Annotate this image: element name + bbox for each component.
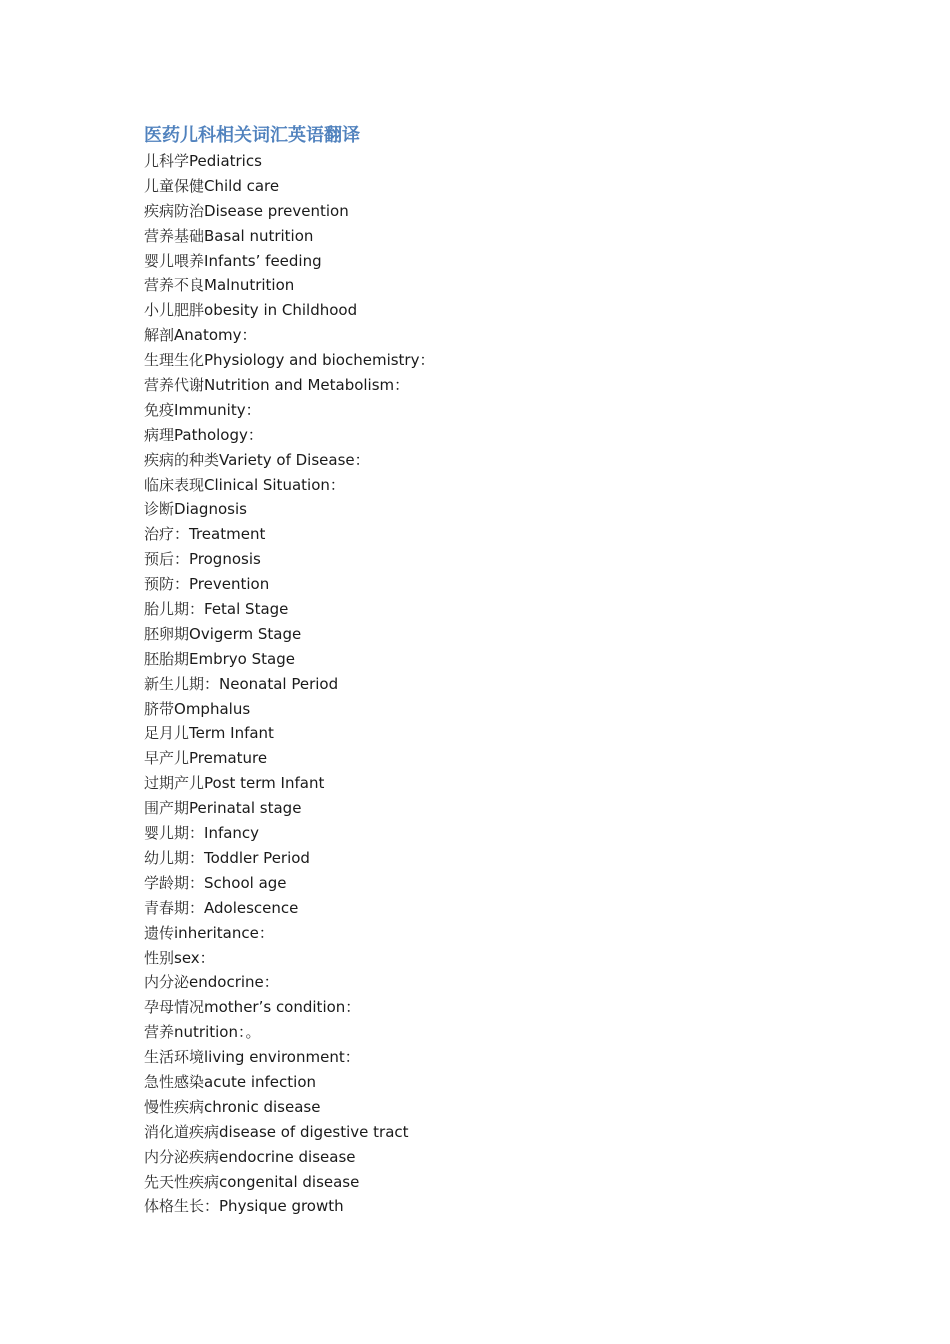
glossary-entry xyxy=(144,497,434,522)
glossary-entry xyxy=(144,448,434,473)
glossary-entry xyxy=(144,1095,434,1120)
english-term: Child care xyxy=(204,176,280,195)
english-term: Toddler Period xyxy=(204,848,310,867)
chinese-term: 疾病的种类 xyxy=(144,450,220,469)
english-term: Premature xyxy=(189,749,268,768)
chinese-term: 胚卵期 xyxy=(144,624,190,643)
glossary-entry xyxy=(144,970,434,995)
chinese-term: 治疗： xyxy=(144,525,190,544)
chinese-term: 解剖 xyxy=(144,326,175,345)
glossary-entry xyxy=(144,1120,434,1145)
chinese-term: 脐带 xyxy=(144,699,175,718)
english-term: Pathology： xyxy=(174,425,263,444)
english-term: nutrition：。 xyxy=(174,1023,261,1042)
chinese-term: 消化道疾病 xyxy=(144,1122,220,1141)
english-term: Treatment xyxy=(189,525,266,544)
chinese-term: 生理生化 xyxy=(144,351,205,370)
chinese-term: 小儿肥胖 xyxy=(144,301,205,320)
english-term: acute infection xyxy=(204,1072,317,1091)
glossary-entry xyxy=(144,224,434,249)
chinese-term: 围产期 xyxy=(144,799,190,818)
glossary-entry xyxy=(144,871,434,896)
glossary-entry xyxy=(144,522,434,547)
english-term: Variety of Disease： xyxy=(219,450,370,469)
glossary-entry xyxy=(144,1170,434,1195)
chinese-term: 新生儿期： xyxy=(144,674,220,693)
chinese-term: 诊断 xyxy=(144,500,175,519)
glossary-entry xyxy=(144,174,434,199)
english-term: Immunity： xyxy=(174,400,261,419)
english-term: School age xyxy=(204,873,287,892)
glossary-entry xyxy=(144,572,434,597)
english-term: mother’s condition： xyxy=(204,998,361,1017)
chinese-term: 早产儿 xyxy=(144,749,190,768)
english-term: Post term Infant xyxy=(204,774,325,793)
english-term: Prognosis xyxy=(189,550,261,569)
chinese-term: 生活环境 xyxy=(144,1048,205,1067)
chinese-term: 幼儿期： xyxy=(144,848,205,867)
chinese-term: 营养代谢 xyxy=(144,376,205,395)
chinese-term: 青春期： xyxy=(144,898,205,917)
glossary-entry xyxy=(144,697,434,722)
chinese-term: 慢性疾病 xyxy=(144,1097,205,1116)
glossary-entry xyxy=(144,846,434,871)
glossary-entry xyxy=(144,746,434,771)
english-term: congenital disease xyxy=(219,1172,360,1191)
english-term: Anatomy： xyxy=(174,326,257,345)
english-term: Pediatrics xyxy=(189,152,262,170)
glossary-entry xyxy=(144,373,434,398)
glossary-entry xyxy=(144,1020,434,1045)
english-term: chronic disease xyxy=(204,1097,321,1116)
english-term: Infancy xyxy=(204,824,260,843)
english-term: Diagnosis xyxy=(174,500,247,519)
english-term: Adolescence xyxy=(204,898,299,917)
glossary-entry xyxy=(144,1194,434,1219)
chinese-term: 胎儿期： xyxy=(144,600,205,619)
glossary-entry xyxy=(144,796,434,821)
chinese-term: 预防： xyxy=(144,575,190,594)
chinese-term: 婴儿期： xyxy=(144,824,205,843)
glossary-entry xyxy=(144,896,434,921)
english-term: Physiology and biochemistry： xyxy=(204,351,435,370)
english-term: Clinical Situation： xyxy=(204,475,345,494)
chinese-term: 急性感染 xyxy=(144,1072,205,1091)
chinese-term: 营养 xyxy=(144,1023,175,1042)
glossary-entry xyxy=(144,946,434,971)
english-term: Prevention xyxy=(189,575,270,594)
glossary-entry xyxy=(144,995,434,1020)
english-term: obesity in Childhood xyxy=(204,301,358,320)
chinese-term: 免疫 xyxy=(144,400,175,419)
english-term: Embryo Stage xyxy=(189,649,295,668)
glossary-entry xyxy=(144,298,434,323)
glossary-entry xyxy=(144,721,434,746)
glossary-entry xyxy=(144,473,434,498)
glossary-entry xyxy=(144,149,434,174)
glossary-entry xyxy=(144,622,434,647)
chinese-term: 孕母情况 xyxy=(144,998,205,1017)
english-term: Malnutrition xyxy=(204,276,295,295)
english-term: Nutrition and Metabolism： xyxy=(204,376,410,395)
glossary-entry xyxy=(144,597,434,622)
english-term: Basal nutrition xyxy=(204,226,314,245)
chinese-term: 疾病防治 xyxy=(144,201,205,220)
glossary-entry xyxy=(144,398,434,423)
english-term: sex： xyxy=(174,948,215,967)
chinese-term: 性别 xyxy=(144,948,175,967)
chinese-term: 遗传 xyxy=(144,923,175,942)
chinese-term: 婴儿喂养 xyxy=(144,251,205,270)
chinese-term: 内分泌疾病 xyxy=(144,1147,220,1166)
english-term: Fetal Stage xyxy=(204,600,289,619)
glossary-entry xyxy=(144,672,434,697)
english-term: Disease prevention xyxy=(204,201,349,220)
chinese-term: 儿童保健 xyxy=(144,176,205,195)
english-term: Omphalus xyxy=(174,699,251,718)
glossary-list xyxy=(144,149,434,1219)
glossary-entry xyxy=(144,647,434,672)
glossary-entry xyxy=(144,348,434,373)
chinese-term: 内分泌 xyxy=(144,973,190,992)
chinese-term: 营养不良 xyxy=(144,276,205,295)
glossary-entry xyxy=(144,771,434,796)
glossary-entry xyxy=(144,249,434,274)
glossary-entry xyxy=(144,921,434,946)
glossary-entry xyxy=(144,423,434,448)
chinese-term: 胚胎期 xyxy=(144,649,190,668)
chinese-term: 学龄期： xyxy=(144,873,205,892)
glossary-entry xyxy=(144,821,434,846)
glossary-entry xyxy=(144,1045,434,1070)
chinese-term: 临床表现 xyxy=(144,475,205,494)
glossary-entry xyxy=(144,1145,434,1170)
chinese-term: 体格生长： xyxy=(144,1197,220,1216)
chinese-term: 先天性疾病 xyxy=(144,1172,220,1191)
document-title: 医药儿科相关词汇英语翻译 xyxy=(144,125,360,146)
english-term: inheritance： xyxy=(174,923,274,942)
english-term: Ovigerm Stage xyxy=(189,624,302,643)
english-term: Term Infant xyxy=(189,724,274,743)
english-term: living environment： xyxy=(204,1048,360,1067)
english-term: Infants’ feeding xyxy=(204,251,322,270)
chinese-term: 过期产儿 xyxy=(144,774,205,793)
chinese-term: 儿科学 xyxy=(144,152,190,170)
glossary-entry xyxy=(144,199,434,224)
chinese-term: 病理 xyxy=(144,425,175,444)
glossary-entry xyxy=(144,273,434,298)
chinese-term: 预后： xyxy=(144,550,190,569)
english-term: Perinatal stage xyxy=(189,799,302,818)
glossary-entry xyxy=(144,547,434,572)
glossary-entry xyxy=(144,323,434,348)
chinese-term: 营养基础 xyxy=(144,226,205,245)
chinese-term: 足月儿 xyxy=(144,724,190,743)
glossary-entry xyxy=(144,1070,434,1095)
english-term: endocrine： xyxy=(189,973,279,992)
english-term: disease of digestive tract xyxy=(219,1122,409,1141)
english-term: endocrine disease xyxy=(219,1147,356,1166)
english-term: Physique growth xyxy=(219,1197,344,1216)
english-term: Neonatal Period xyxy=(219,674,339,693)
